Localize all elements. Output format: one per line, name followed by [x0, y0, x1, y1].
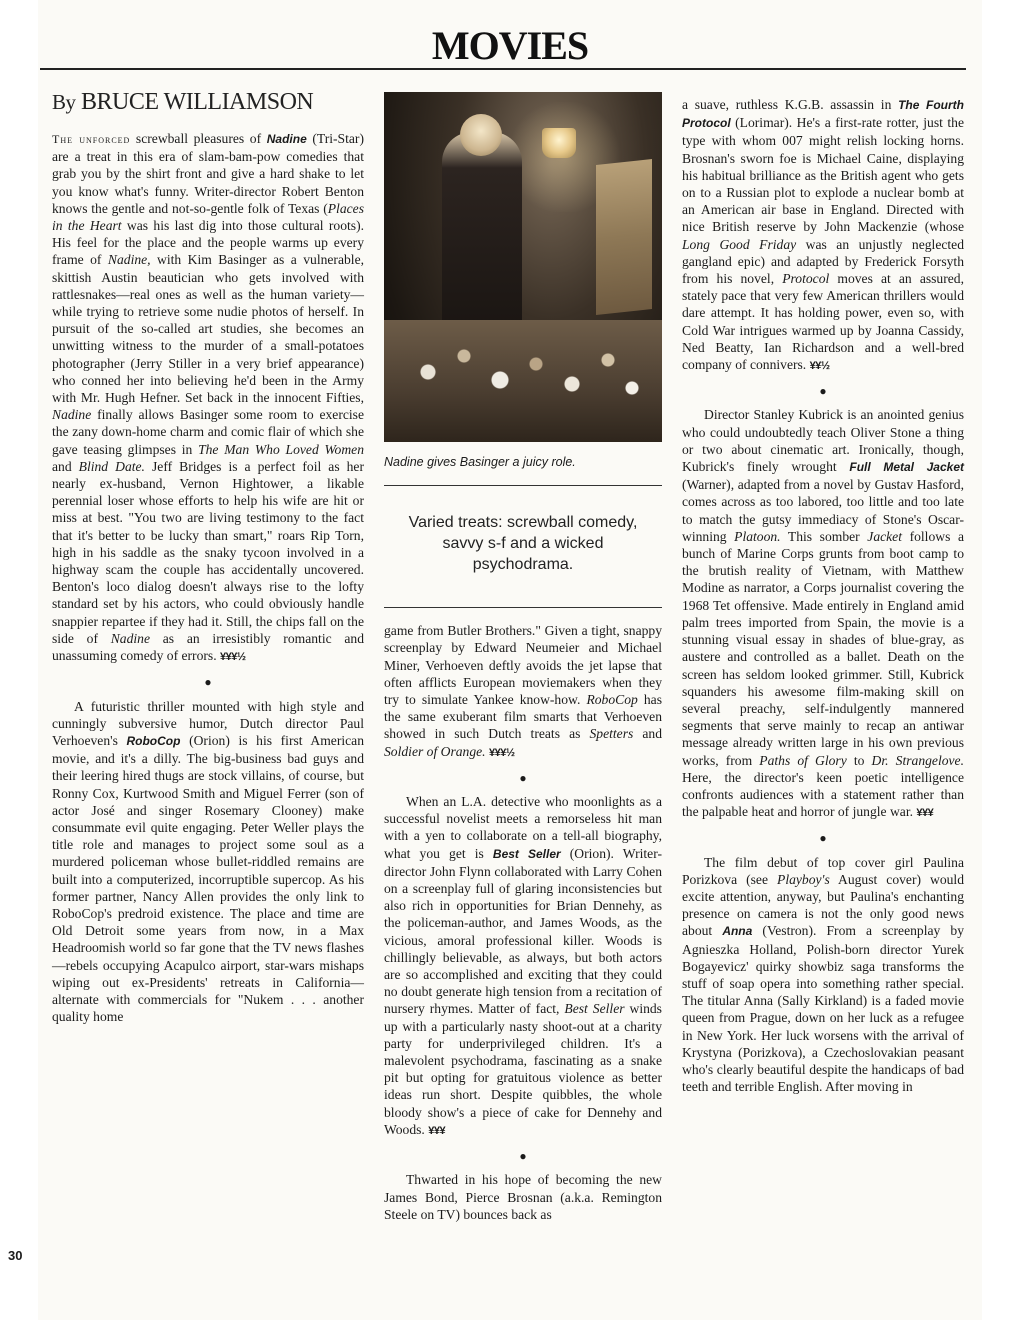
text: (Orion) is his first American movie, and it's a dilly. The big-business bad guys and their leering hired thugs are stock villains, of course, but Ronny Cox, Kurtwood Smith and Miguel Ferrer (son of actor José and singer Rosemary Clooney) make consummate evil quite engaging. Peter Weller plays the title role and manages to project some soul as a murdered policeman whose bullet-riddled remains are built into a computerized, incorruptible supercop. As his former partner, Nancy Allen provides the only link to RoboCop's predroid existence. The place and time are Old Detroit some years from now, in a Max Headroomish world so far gone that the TV news flashes—rebels occupying Acapulco airport, star-wars mishaps wiping out ex-Presidents' retreats in California—alternate with commercials for "Nukem . . . another quality home: [52, 732, 364, 1025]
rating-rabbits: ¥¥¥: [916, 807, 934, 820]
pullquote: Varied treats: screwball comedy, savvy s-f and a wicked psychodrama.: [408, 514, 638, 574]
text: follows a bunch of Marine Corps grunts from boot camp to the brutish reality of Vietnam, with Matthew Modine as narrator, a Corps journalist covering the 1968 Tet offensive. Made entirely in England amid palm trees imported from Spain, the movie is a stunning visual essay in shades of blue-gray, as austere and controlled as a ballet. Death on the screen has seldom looked grimmer. Still, Kubrick squanders his awesome film-making skill on several preachy, self-indulgently mannered segments that serve mainly to recap an antiwar message already written large in his own previous works, from: [682, 528, 964, 768]
film-reference: Nadine: [110, 630, 151, 646]
film-reference: Protocol: [782, 271, 830, 287]
text: was his last dig into those cultural roots). His feel for the place and the people warms up every frame of: [52, 218, 364, 268]
text: August cover) would excite attention, anyway, but Paulina's enchanting presence on camera is not the only good news about: [682, 871, 964, 939]
text: as an irresistibly romantic and unassuming comedy of errors.: [52, 630, 365, 664]
text: to: [846, 752, 872, 768]
film-still-photo: [384, 92, 662, 442]
section-bullet: ●: [204, 675, 212, 690]
text: This somber: [780, 528, 868, 544]
review-fourth-protocol: [682, 96, 964, 375]
film-title: Full Metal Jacket: [849, 460, 964, 475]
film-title: The Fourth Protocol: [682, 98, 965, 131]
text: Thwarted in his hope of becoming the new James Bond, Pierce Brosnan (a.k.a. Remington Steele on TV) bounces back as: [384, 1172, 662, 1222]
film-reference: RoboCop: [586, 692, 638, 708]
text: (Orion). Writer-director John Flynn collaborated with Larry Cohen on a screenplay full of glaring inconsistencies but also rich in opportunities for Brian Dennehy, as the policeman-author, and James Woods, as the vicious, amoral professional killer. Woods is chillingly believable, as always, but both actors are so accomplished and exciting that they could no doubt generate high tension from a recitation of nursery rhymes. Matter of fact,: [384, 845, 662, 1017]
text: The film debut of top cover girl Paulina Porizkova (see: [682, 854, 964, 887]
review-nadine: [52, 130, 364, 666]
actress-head: [460, 114, 502, 156]
page-number: 30: [8, 1248, 23, 1263]
text: has the same exuberant film smarts that Verhoeven showed in such Dutch treats as: [384, 692, 662, 742]
text: and: [52, 458, 79, 474]
film-reference: Paths of Glory: [759, 752, 847, 768]
photo-caption: Nadine gives Basinger a juicy role.: [384, 455, 576, 469]
film-reference: Nadine: [52, 407, 92, 423]
review-full-metal-jacket: [682, 406, 964, 822]
film-reference: Playboy's: [777, 871, 830, 887]
text: A futuristic thriller mounted with high style and cunningly subversive humor, Dutch director Paul Verhoeven's: [52, 698, 364, 748]
wall-poster: [596, 159, 652, 315]
review-robocop: [52, 698, 364, 1026]
film-reference: Soldier of Orange.: [384, 743, 486, 759]
text: Here, the director's keen poetic intelligence confronts audiences with a statement rather than the palpable heat and horror of jungle war.: [682, 769, 964, 820]
column-1: [52, 88, 364, 1033]
film-reference: Dr. Strangelove.: [871, 752, 964, 768]
film-reference: The Man Who Loved Women: [198, 441, 365, 457]
actress-figure: [442, 132, 522, 332]
film-title: Anna: [722, 924, 753, 939]
text: When an L.A. detective who moonlights as a successful novelist meets a remorseless hit man with a yen to collaborate on a tell-all biography, what you get is: [384, 794, 662, 861]
text: and: [633, 726, 662, 742]
film-reference: Best Seller: [564, 1001, 625, 1017]
film-title: Best Seller: [492, 846, 561, 861]
text: finally allows Basinger some room to exercise the zany down-home charm and comic flair of which she gave teasing glimpses in: [52, 407, 364, 457]
rating-rabbits: ¥¥¥½: [488, 746, 515, 759]
cosmetics-bottles: [404, 332, 644, 412]
film-reference: Blind Date.: [78, 458, 145, 474]
section-bullet: ●: [519, 1149, 527, 1164]
byline-by: By: [52, 90, 76, 114]
byline: [52, 88, 364, 116]
column-3: [682, 96, 964, 1103]
text: Director Stanley Kubrick is an anointed genius who could undoubtedly teach Oliver Stone a thing or two about cinematic art. Ironically, though, Kubrick's finely wrought: [682, 407, 964, 475]
section-bullet: ●: [819, 831, 827, 846]
film-reference: Long Good Friday: [682, 236, 797, 252]
section-bullet: ●: [819, 384, 827, 399]
review-fourth-protocol-start: [384, 1171, 662, 1223]
film-reference: Platoon.: [734, 528, 781, 544]
text: a suave, ruthless K.G.B. assassin in: [682, 97, 899, 112]
rating-rabbits: ¥¥¥½: [220, 651, 246, 664]
column-2: [384, 88, 662, 1231]
text: with Kim Basinger as a vulnerable, skittish Austin beautician who gets involved with rattlesnakes—real ones as well as the human variety—while trying to retrieve some nudie photos of herself. In pursuit of the so-called art studies, she becomes an unwitting witness to the murder of a small-potatoes photographer (Jerry Stiller in a very brief appearance) who conned her into believing he'd been in the Army with Mr. Hugh Hefner. Set back in the innocent Fifties,: [52, 252, 364, 406]
text: (Tri-Star) are a treat in this era of slam-bam-pow comedies that grab you by the shirt front and give a hard shake to let you know what's funny. Writer-director Robert Benton knows the gentle and not-so-gentle folk of Texas (: [52, 131, 364, 216]
lamp: [542, 128, 576, 158]
text: (Lorimar). He's a first-rate rotter, just the type with whom 007 might relish locking horns. Brosnan's sworn foe is Michael Caine, displaying his habitual brilliance as the British agent who gets on to a Russian plot to explode a nuclear bomb at an American air base in England. Directed with nice British reserve by John Mackenzie (whose: [682, 115, 964, 235]
film-reference: Places in the Heart: [52, 200, 364, 234]
review-robocop-continued: [384, 622, 662, 762]
byline-author: BRUCE WILLIAMSON: [81, 89, 314, 115]
text: moves at an assured, stately pace that very few American thrillers would dare attempt. It has holding power, even so, with Cold War intrigues warmed up by Joanna Cassidy, Ned Beatty, Ian Richardson and a well-bred company of connivers.: [682, 271, 964, 373]
pullquote-rule-bottom: [384, 607, 662, 608]
review-anna: [682, 854, 964, 1096]
lead-in: The unforced: [52, 132, 131, 146]
text: Jeff Bridges is a perfect foil as her nearly ex-husband, Vernon Hightower, a likable perennial loser whose efforts to help his wife are hit or miss at best. "You two are living testimony to the fact that it's better to be lucky than smart," roars Rip Torn, high in his saddle as the snaky tycoon involved in a highway scam the couple has accidentally uncovered. Benton's loco dialog doesn't always rise to the lofty standard set by his actors, who could obviously handle snappier repartee if they had it. Still, the chips fall on the side of: [52, 458, 364, 646]
review-best-seller: [384, 793, 662, 1140]
film-title: RoboCop: [126, 733, 181, 748]
text: game from Butler Brothers." Given a tight, snappy screenplay by Edward Neumeier and Michael Miner, Verhoeven deftly avoids the jet lapse that often afflicts European moviemakers when they try to simulate Yankee know-how.: [384, 623, 662, 708]
text: screwball pleasures of: [130, 131, 267, 146]
text: (Warner), adapted from a novel by Gustav Hasford, comes across as too labored, too little and too late to match the gutsy immediacy of Stone's Oscar-winning: [682, 477, 964, 544]
section-title: MOVIES: [431, 23, 589, 68]
text: was an unjustly neglected gangland epic) and adapted by Frederick Forsyth from his novel,: [682, 236, 965, 287]
film-reference: Jacket: [867, 528, 902, 544]
rating-rabbits: ¥¥½: [809, 360, 830, 373]
text: (Vestron). From a screenplay by Agnieszka Holland, Polish-born director Yurek Bogayevicz' quirky showbiz saga transforms the stuff of soap opera into something rather special. The titular Anna (Sally Kirkland) is a faded movie queen from Prague, down on her luck as a refugee in New York. Her luck worsens with the arrival of Krystyna (Porizkova), a Czechoslovakian peasant who's clearly beautiful despite the handicaps of bad teeth and terrible English. After moving in: [682, 923, 964, 1095]
film-reference: Nadine,: [107, 252, 151, 268]
rating-rabbits: ¥¥¥: [428, 1124, 446, 1137]
text: winds up with a particularly nasty shoot-out at a charity party for underprivileged children. It's a malevolent psychodrama, fascinating as a snake pit but opting for gratuitous violence as better ideas run short. Despite quibbles, the whole bloody show's a piece of cake for Dennehy and Woods.: [384, 1001, 662, 1137]
section-bullet: ●: [519, 770, 527, 785]
header-rule: [40, 68, 966, 70]
film-reference: Spetters: [589, 726, 634, 742]
film-title: Nadine: [266, 132, 307, 146]
